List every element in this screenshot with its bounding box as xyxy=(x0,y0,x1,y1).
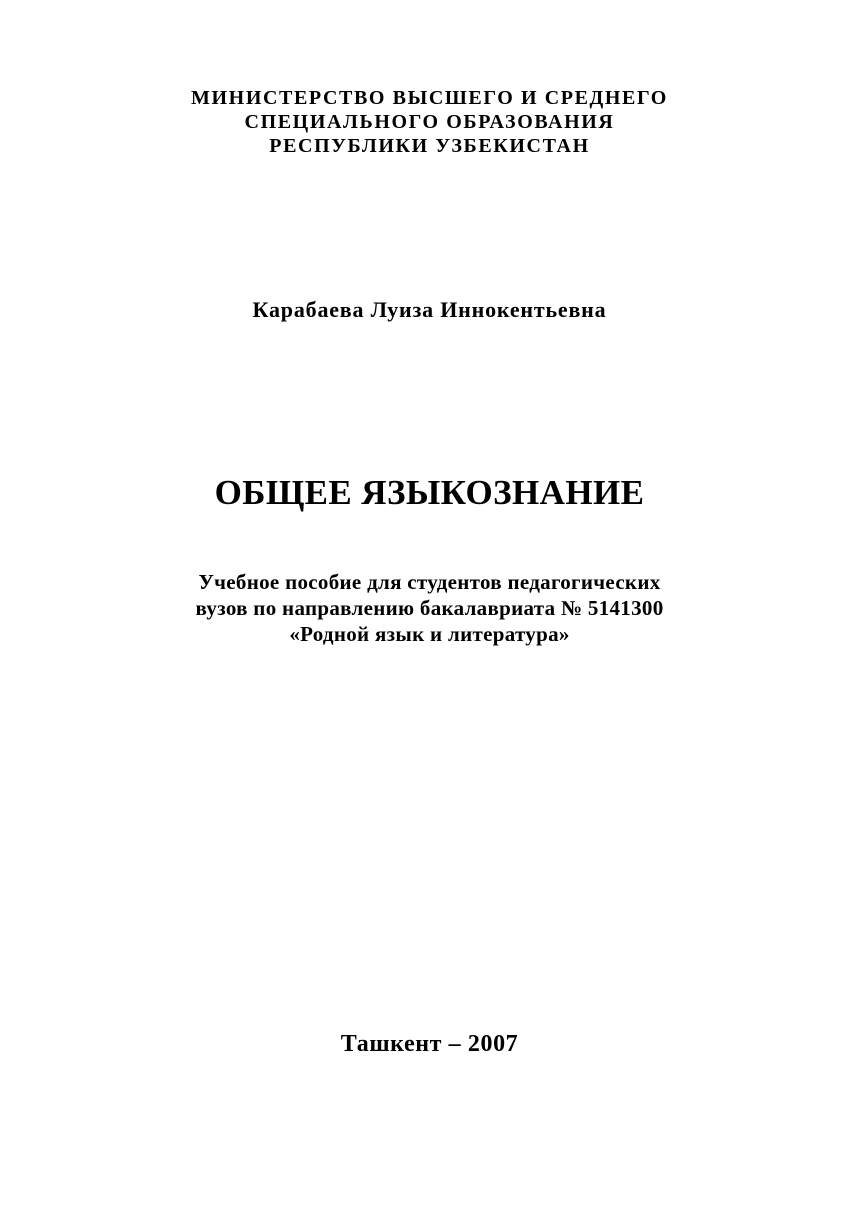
imprint-city-year: Ташкент – 2007 xyxy=(340,1031,519,1057)
book-title: ОБЩЕЕ ЯЗЫКОЗНАНИЕ xyxy=(214,473,645,512)
author-name: Карабаева Луиза Иннокентьевна xyxy=(252,297,607,322)
ministry-heading xyxy=(0,86,859,158)
book-subtitle xyxy=(0,569,859,647)
subtitle-line-3: «Родной язык и литература» xyxy=(289,622,570,646)
ministry-line-2: СПЕЦИАЛЬНОГО ОБРАЗОВАНИЯ xyxy=(244,111,615,133)
ministry-line-1: МИНИСТЕРСТВО ВЫСШЕГО И СРЕДНЕГО xyxy=(191,87,668,109)
subtitle-line-2: вузов по направлению бакалавриата № 5141300 xyxy=(195,596,664,620)
subtitle-line-1: Учебное пособие для студентов педагогических xyxy=(198,570,661,594)
ministry-line-3: РЕСПУБЛИКИ УЗБЕКИСТАН xyxy=(269,135,590,157)
